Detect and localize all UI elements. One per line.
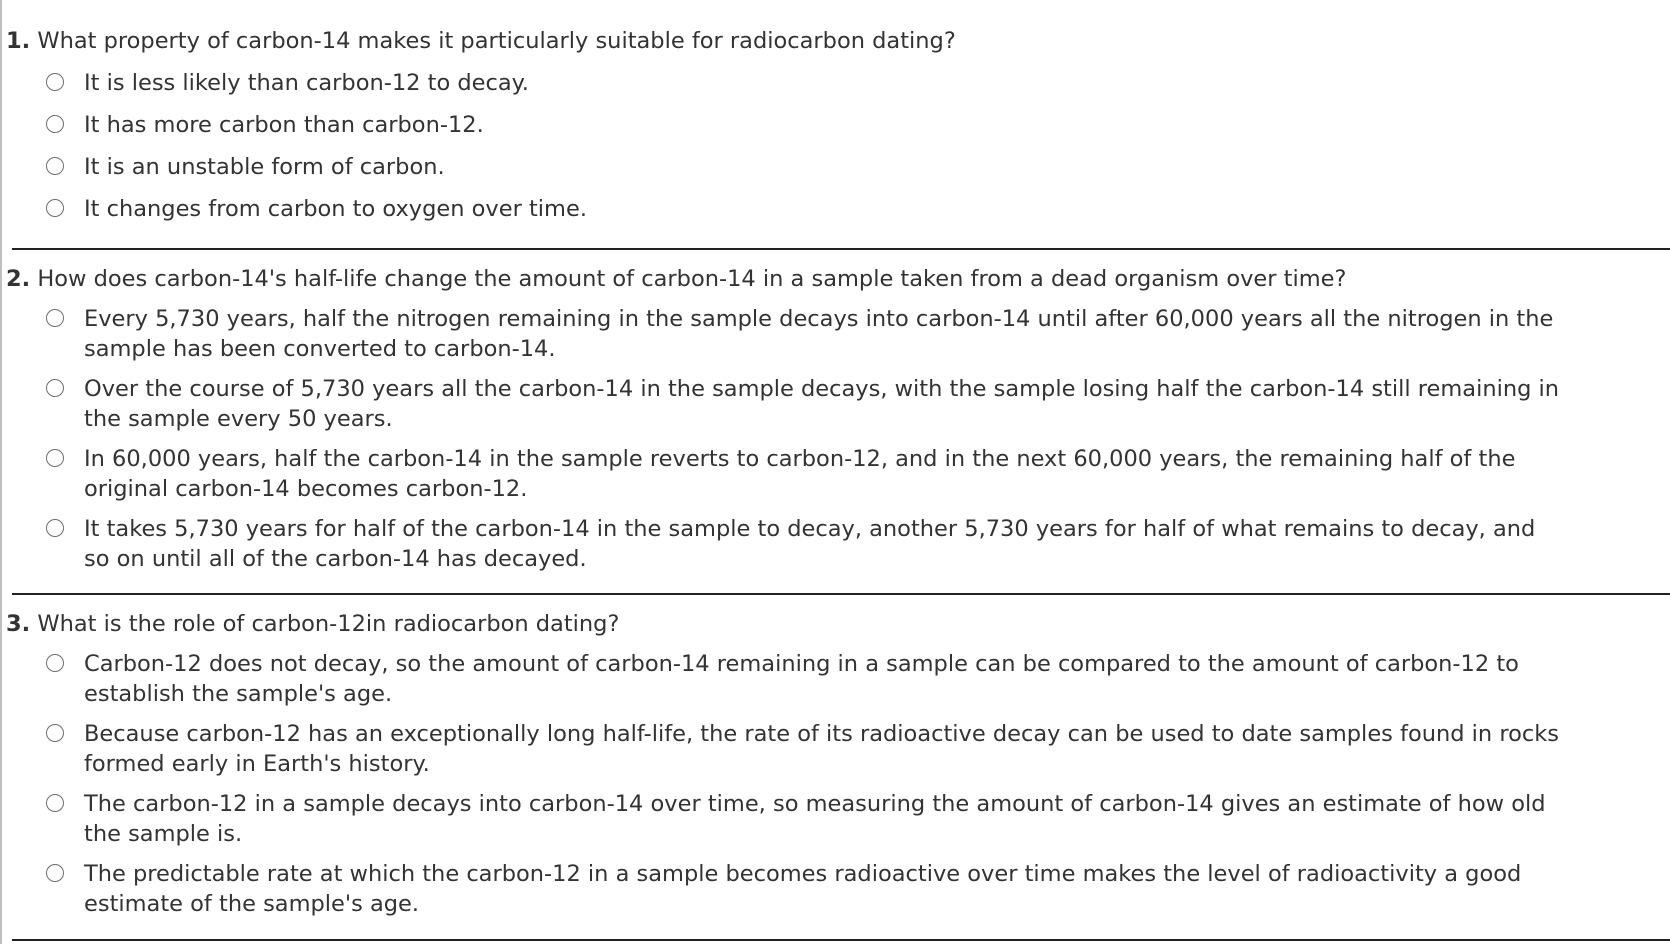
answer-option[interactable]	[6, 789, 1666, 849]
radio-button[interactable]	[46, 449, 64, 467]
radio-button[interactable]	[46, 157, 64, 175]
question-3	[2, 595, 1670, 941]
question-text: How does carbon-14's half-life change the amount of carbon-14 in a sample taken from a dead organism over time?	[37, 266, 1347, 292]
answer-option[interactable]	[6, 110, 1666, 140]
question-1	[2, 0, 1670, 250]
option-text-line: sample has been converted to carbon-14.	[84, 336, 556, 362]
answer-options	[6, 304, 1666, 574]
answer-option[interactable]	[6, 152, 1666, 182]
answer-option[interactable]	[6, 304, 1666, 364]
question-text: What is the role of carbon-12in radiocarbon dating?	[37, 611, 620, 637]
option-text-line: formed early in Earth's history.	[84, 751, 430, 777]
option-text-line: It takes 5,730 years for half of the carbon-14 in the sample to decay, another 5,730 years for half of what remains to decay, and	[84, 516, 1536, 542]
answer-option[interactable]	[6, 649, 1666, 709]
option-text-line: Every 5,730 years, half the nitrogen remaining in the sample decays into carbon-14 until after 60,000 years all the nitrogen in the	[84, 306, 1554, 332]
option-text-line: In 60,000 years, half the carbon-14 in the sample reverts to carbon-12, and in the next 60,000 years, the remaining half of the	[84, 446, 1516, 472]
option-text-line: Over the course of 5,730 years all the carbon-14 in the sample decays, with the sample losing half the carbon-14 still remaining in	[84, 376, 1560, 402]
radio-button[interactable]	[46, 794, 64, 812]
question-stem	[6, 26, 1666, 56]
question-divider	[12, 939, 1670, 941]
answer-option[interactable]	[6, 514, 1666, 574]
option-text-line: estimate of the sample's age.	[84, 891, 420, 917]
option-text-line: The carbon-12 in a sample decays into carbon-14 over time, so measuring the amount of carbon-14 gives an estimate of how old	[84, 791, 1546, 817]
radio-button[interactable]	[46, 73, 64, 91]
radio-button[interactable]	[46, 724, 64, 742]
answer-option[interactable]	[6, 859, 1666, 919]
option-text-line: It is less likely than carbon-12 to decay.	[84, 70, 529, 96]
answer-option[interactable]	[6, 194, 1666, 224]
answer-option[interactable]	[6, 68, 1666, 98]
option-text-line: original carbon-14 becomes carbon-12.	[84, 476, 528, 502]
radio-button[interactable]	[46, 519, 64, 537]
option-text-line: Because carbon-12 has an exceptionally long half-life, the rate of its radioactive decay can be used to date samples found in rocks	[84, 721, 1559, 747]
option-text-line: The predictable rate at which the carbon-12 in a sample becomes radioactive over time makes the level of radioactivity a good	[84, 861, 1522, 887]
question-number: 1.	[6, 28, 31, 54]
radio-button[interactable]	[46, 654, 64, 672]
answer-options	[6, 68, 1666, 224]
question-number: 2.	[6, 266, 31, 292]
answer-option[interactable]	[6, 719, 1666, 779]
option-text-line: the sample every 50 years.	[84, 406, 393, 432]
radio-button[interactable]	[46, 864, 64, 882]
answer-option[interactable]	[6, 374, 1666, 434]
question-stem	[6, 609, 1666, 639]
question-stem	[6, 264, 1666, 294]
option-text-line: It has more carbon than carbon-12.	[84, 112, 484, 138]
radio-button[interactable]	[46, 379, 64, 397]
option-text-line: It is an unstable form of carbon.	[84, 154, 445, 180]
option-text-line: Carbon-12 does not decay, so the amount of carbon-14 remaining in a sample can be compared to the amount of carbon-12 to	[84, 651, 1519, 677]
answer-options	[6, 649, 1666, 919]
radio-button[interactable]	[46, 199, 64, 217]
option-text-line: the sample is.	[84, 821, 243, 847]
option-text-line: so on until all of the carbon-14 has decayed.	[84, 546, 587, 572]
question-text: What property of carbon-14 makes it particularly suitable for radiocarbon dating?	[37, 28, 956, 54]
option-text-line: It changes from carbon to oxygen over time.	[84, 196, 587, 222]
radio-button[interactable]	[46, 115, 64, 133]
answer-option[interactable]	[6, 444, 1666, 504]
radio-button[interactable]	[46, 309, 64, 327]
option-text-line: establish the sample's age.	[84, 681, 393, 707]
question-number: 3.	[6, 611, 31, 637]
question-2	[2, 250, 1670, 595]
